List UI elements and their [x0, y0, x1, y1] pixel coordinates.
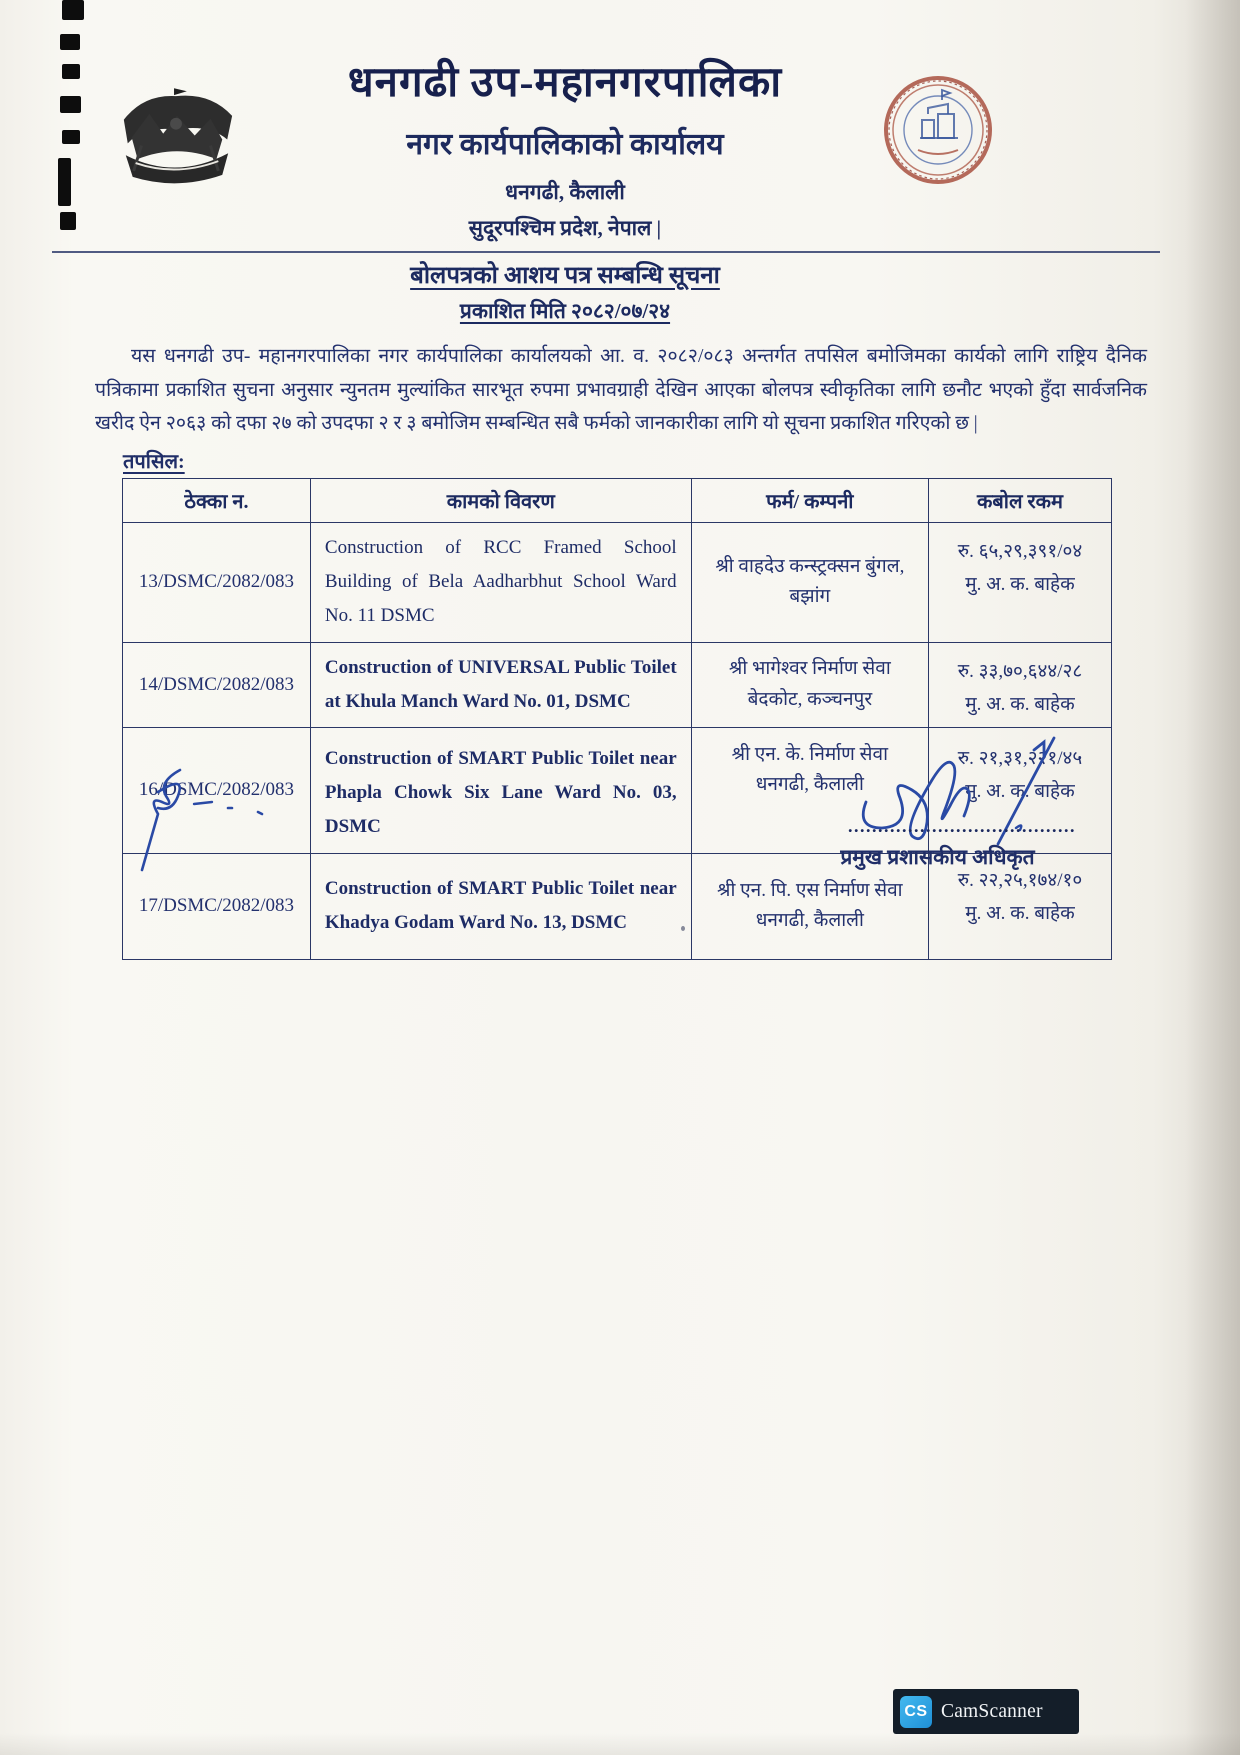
amount-value: रु. ६५,२९,३९१/०४: [957, 541, 1083, 562]
office-location: धनगढी, कैलाली: [505, 180, 625, 204]
firm-name: श्री भागेश्वर निर्माण सेवा बेदकोट, कञ्चनपुर: [691, 642, 928, 727]
signatory-title: प्रमुख प्रशासकीय अधिकृत: [840, 845, 1035, 869]
header-contract-no: ठेक्का न.: [123, 479, 311, 523]
amount-note: मु. अ. क. बाहेक: [965, 902, 1075, 924]
header-work: कामको विवरण: [310, 479, 691, 523]
published-date: प्रकाशित मिति २०८२/०७/२४: [459, 299, 671, 323]
work-description: Construction of SMART Public Toilet near Khadya Godam Ward No. 13, DSMC: [310, 853, 691, 959]
notice-body: यस धनगढी उप- महानगरपालिका नगर कार्यपालिका कार्यालयको आ. व. २०८२/०८३ अन्तर्गत तपसिल बमोजिमका कार्यको लागि राष्ट्रिय दैनिक पत्रिकामा प्रकाशित सुचना अनुसार न्युनतम मुल्यांकित सारभूत रुपमा प्रभावग्राही देखिन आएका बोलपत्र स्वीकृतिका लागि छनौट भएको हुँदा सार्वजनिक खरीद ऐन २०६३ को दफा २७ को उपदफा २ र ३ बमोजिम सम्बन्धित सबै फर्मको जानकारीका लागि यो सूचना प्रकाशित गरिएको छ |: [95, 346, 1147, 435]
work-description: Construction of SMART Public Toilet near Phapla Chowk Six Lane Ward No. 03, DSMC: [310, 727, 691, 853]
bid-amount: [929, 523, 1112, 643]
signature-right: [848, 732, 1076, 857]
binder-mark: [60, 34, 80, 50]
camscanner-icon: CS: [900, 1696, 932, 1728]
bid-amount: [929, 642, 1112, 727]
scan-edge-shadow: [0, 1733, 1240, 1755]
camscanner-watermark: [893, 1689, 1079, 1734]
header-firm: फर्म/ कम्पनी: [691, 479, 928, 523]
amount-value: रु. ३३,७०,६४४/२८: [957, 660, 1083, 682]
tender-table: [122, 478, 1112, 960]
scan-edge-shadow: [1185, 0, 1240, 1755]
firm-name: श्री वाहदेउ कन्स्ट्रक्सन बुंगल, बझांग: [691, 523, 928, 643]
table-row: [123, 642, 1112, 727]
contract-no: 14/DSMC/2082/083: [123, 642, 311, 727]
notice-title: बोलपत्रको आशय पत्र सम्बन्धि सूचना: [410, 263, 720, 289]
table-row: [123, 523, 1112, 643]
contract-no: 16/DSMC/2082/083: [123, 727, 311, 853]
org-name: धनगढी उप-महानगरपालिका: [347, 60, 783, 106]
ink-dot-artifact: [681, 926, 685, 931]
detail-label: तपसिल:: [123, 451, 185, 473]
contract-no: 13/DSMC/2082/083: [123, 523, 311, 643]
camscanner-brand-text: CamScanner: [941, 1700, 1043, 1722]
province-line: सुदूरपश्चिम प्रदेश, नेपाल |: [468, 216, 662, 240]
amount-note: मु. अ. क. बाहेक: [965, 574, 1075, 596]
header-divider: [52, 251, 1160, 253]
table-header-row: [123, 479, 1112, 523]
amount-value: रु. २१,३१,२२१/४५: [957, 747, 1083, 769]
work-description: Construction of RCC Framed School Building of Bela Aadharbhut School Ward No. 11 DSMC: [310, 523, 691, 643]
firm-name: श्री एन. के. निर्माण सेवा धनगढी, कैलाली: [691, 727, 928, 853]
header-amount: कबोल रकम: [929, 479, 1112, 523]
amount-note: मु. अ. क. बाहेक: [965, 781, 1075, 803]
firm-name: श्री एन. पि. एस निर्माण सेवा धनगढी, कैलाली: [691, 853, 928, 959]
binder-mark: [62, 0, 84, 20]
contract-no: 17/DSMC/2082/083: [123, 853, 311, 959]
office-name: नगर कार्यपालिकाको कार्यालय: [406, 128, 724, 161]
work-description: Construction of UNIVERSAL Public Toilet at Khula Manch Ward No. 01, DSMC: [310, 642, 691, 727]
amount-note: मु. अ. क. बाहेक: [965, 693, 1075, 715]
signature-line: ......................................: [848, 816, 1076, 836]
amount-value: रु. २२,२५,१७४/१०: [957, 869, 1083, 891]
signature-left: [128, 752, 308, 877]
